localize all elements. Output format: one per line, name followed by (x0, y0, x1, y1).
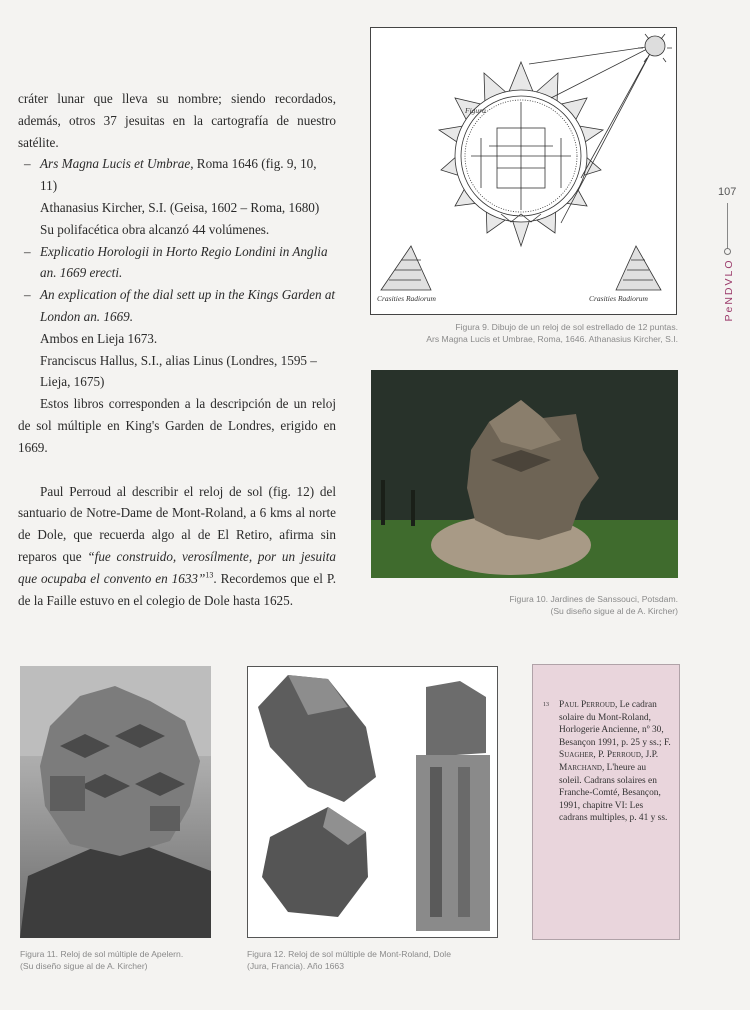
bullet-explicatio: – Explicatio Horologii in Horto Regio Londini in Anglia an. 1669 erecti. (18, 241, 336, 285)
caption-fig12-line2: (Jura, Francia). Año 1663 (247, 961, 344, 971)
footnote-authors2: F. Suagher, P. Perroud, J.P. Marchand (559, 737, 671, 773)
caption-fig9-line2: Ars Magna Lucis et Umbrae, Roma, 1646. Athanasius Kircher, S.I. (426, 334, 678, 344)
footnote-text1: Le cadran solaire du Mont-Roland, Horlogerie Ancienne, nº 30, Besançon 1991, p. 25 y ss.; (559, 700, 664, 748)
book-ref-ars-magna: , Roma 1646 (fig. 9, 10, 11) (40, 156, 317, 194)
margin-rule (727, 203, 728, 249)
sanssouci-sundial-photo (371, 370, 678, 578)
apelern-sundial-photo (20, 666, 211, 938)
perroud-text-a: Paul Perroud al describir el reloj de sol (fig. 12) del santuario de Notre-Dame de Mont-Roland, a 6 kms al norte de Dole, que recuerda algo al de El Retiro, afirma sin reparos que (18, 483, 336, 564)
footnote-ref: 13 (205, 570, 214, 580)
paragraph-perroud (18, 481, 336, 612)
bullet-explication: – An explication of the dial sett up in the Kings Garden at London an. 1669. (18, 284, 336, 328)
perroud-quote: “fue construido, verosílmente, por un jesuita que ocupaba el convento en 1633” (18, 548, 337, 586)
hallus-line: Franciscus Hallus, S.I., alias Linus (Londres, 1595 – Lieja, 1675) (40, 352, 317, 390)
caption-fig10-line1: Figura 10. Jardines de Sanssouci, Potsdam. (509, 594, 678, 604)
fig9-center-label: Figura (465, 106, 486, 115)
caption-figure-11 (20, 948, 220, 972)
fig9-right-label: Crasities Radiorum (589, 294, 648, 303)
journal-brand: PeNDVLO (723, 258, 735, 322)
bullet-ars-magna (18, 153, 336, 197)
figure-9-engraving (370, 27, 677, 315)
figure-10-photo (371, 370, 678, 578)
caption-fig12-line1: Figura 12. Reloj de sol múltiple de Mont-Roland, Dole (247, 949, 451, 959)
figure-11-photo (20, 666, 211, 938)
page-number: 107 (718, 186, 737, 198)
footnote-author: Paul Perroud (559, 700, 615, 710)
figure-12-photo (247, 666, 498, 938)
caption-fig11-line2: (Su diseño sigue al de A. Kircher) (20, 961, 148, 971)
kircher-line: Athanasius Kircher, S.I. (Geisa, 1602 – Roma, 1680) (40, 199, 320, 215)
footnote-number: 13 (543, 702, 549, 708)
footnote-body: Paul Perroud, Le cadran solaire du Mont-Roland, Horlogerie Ancienne, nº 30, Besançon 1991, p. 25 y ss.; F. Suagher, P. Perroud, J.P. Marchand, L'heure au soleil. Cadrans solaires en Franche-Comté, Besançon, 1991, chapitre VI: Les cadrans multiples, p. 41 y ss. (559, 700, 671, 824)
perroud-text-b: . Recordemos que el P. de la Faille estuvo en el colegio de Dole hasta 1625. (18, 570, 336, 608)
caption-fig11-line1: Figura 11. Reloj de sol múltiple de Apelern. (20, 949, 184, 959)
main-text-column (18, 88, 336, 611)
caption-figure-10 (370, 593, 678, 617)
mont-roland-sundial-photos (248, 667, 497, 937)
footnote-box (532, 664, 680, 940)
paragraph-crater: cráter lunar que lleva su nombre; siendo recordados, además, otros 37 jesuitas en la cartografía de nuestro satélite. (18, 91, 336, 150)
both-lieja: Ambos en Lieja 1673. (40, 330, 158, 346)
caption-fig10-line2: (Su diseño sigue al de A. Kircher) (550, 606, 678, 616)
kircher-works: Su polifacética obra alcanzó 44 volúmenes. (40, 221, 270, 237)
fig9-left-label: Crasities Radiorum (377, 294, 436, 303)
caption-fig9-line1: Figura 9. Dibujo de un reloj de sol estrellado de 12 puntas. (455, 322, 678, 332)
margin-circle-icon (724, 248, 731, 255)
footnote-text2: , L'heure au soleil. Cadrans solaires en Franche-Comté, Besançon, 1991, chapitre VI: Les cadrans multiples, p. 41 y ss. (559, 762, 668, 824)
caption-figure-12 (247, 948, 487, 972)
star-sundial-drawing (371, 28, 676, 314)
paragraph-books: Estos libros corresponden a la descripción de un reloj de sol múltiple en King's Garden de Londres, erigido en 1669. (18, 396, 336, 455)
book-title-ars-magna: Ars Magna Lucis et Umbrae (40, 156, 191, 172)
caption-figure-9 (370, 321, 678, 345)
